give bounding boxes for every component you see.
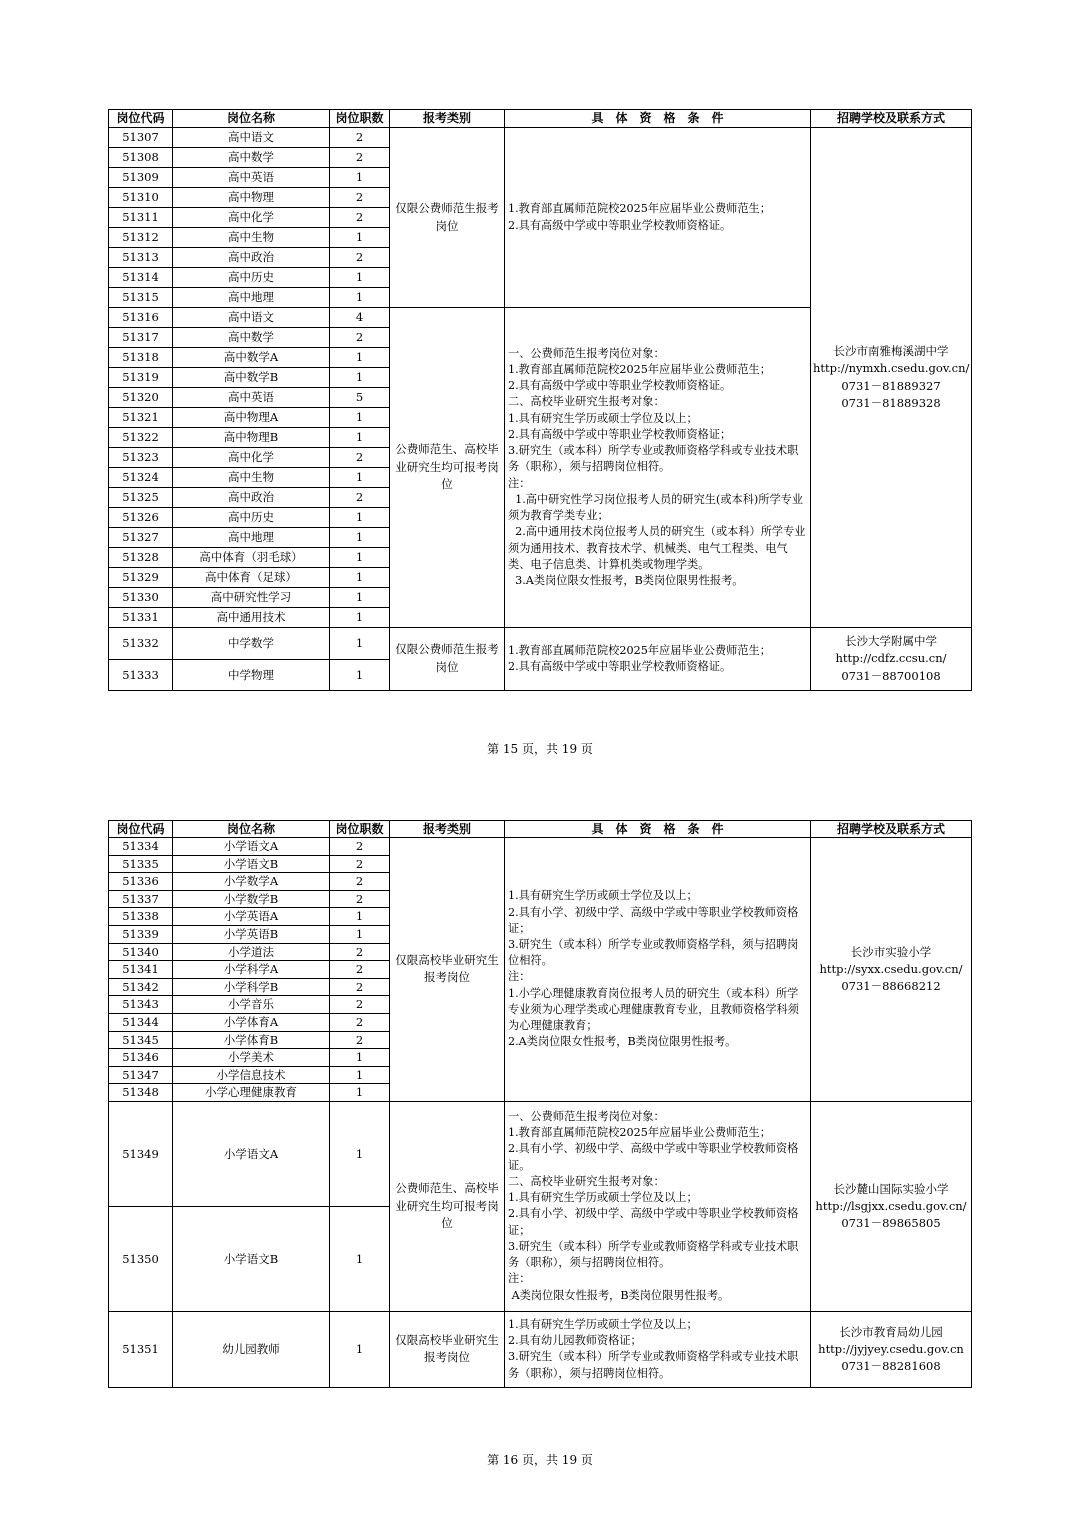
position-count: 2 — [330, 488, 390, 508]
table-row — [109, 1101, 972, 1206]
position-name: 高中地理 — [173, 288, 330, 308]
position-count: 2 — [330, 448, 390, 468]
table-row — [109, 628, 972, 660]
column-header: 岗位代码 — [109, 821, 173, 838]
column-header: 招聘学校及联系方式 — [811, 821, 972, 838]
position-count: 1 — [330, 548, 390, 568]
qualification-conditions: 一、公费师范生报考岗位对象： 1.教育部直属师范院校2025年应届毕业公费师范生； 2.具有小学、初级中学、高级中学或中等职业学校教师资格证。 二、高校毕业研究生报考对象： 1.具有研究生学历或硕士学位及以上； 2.具有小学、初级中学、高级中学或中等职业学校教师资格证； 3.研究生（或本科）所学专业或教师资格学科或专业技术职务（职称），须与招聘岗位相符。 注： A类岗位限女性报考，B类岗位限男性报考。 — [505, 1101, 811, 1311]
column-header: 具 体 资 格 条 件 — [505, 110, 811, 128]
position-count: 1 — [330, 608, 390, 628]
position-name: 高中物理 — [173, 188, 330, 208]
position-count: 1 — [330, 1066, 390, 1084]
position-code: 51338 — [109, 908, 173, 926]
position-count: 2 — [330, 855, 390, 873]
position-count: 2 — [330, 943, 390, 961]
position-code: 51343 — [109, 996, 173, 1014]
position-code: 51309 — [109, 168, 173, 188]
qualification-conditions: 1.教育部直属师范院校2025年应届毕业公费师范生； 2.具有高级中学或中等职业学校教师资格证。 — [505, 628, 811, 691]
position-name: 高中政治 — [173, 488, 330, 508]
position-name: 小学语文B — [173, 855, 330, 873]
school-contact: 长沙市实验小学 http://syxx.csedu.gov.cn/ 0731－88668212 — [811, 838, 972, 1102]
column-header: 招聘学校及联系方式 — [811, 110, 972, 128]
position-count: 2 — [330, 838, 390, 856]
position-code: 51348 — [109, 1084, 173, 1102]
application-category: 仅限公费师范生报考岗位 — [390, 628, 505, 691]
position-count: 1 — [330, 348, 390, 368]
position-code: 51342 — [109, 978, 173, 996]
position-code: 51344 — [109, 1013, 173, 1031]
position-count: 1 — [330, 468, 390, 488]
position-code: 51334 — [109, 838, 173, 856]
position-code: 51307 — [109, 128, 173, 148]
position-name: 小学道法 — [173, 943, 330, 961]
position-name: 高中体育（羽毛球） — [173, 548, 330, 568]
position-count: 1 — [330, 660, 390, 691]
column-header: 岗位职数 — [330, 110, 390, 128]
position-code: 51319 — [109, 368, 173, 388]
position-code: 51349 — [109, 1101, 173, 1206]
position-name: 高中历史 — [173, 508, 330, 528]
position-count: 1 — [330, 508, 390, 528]
column-header: 报考类别 — [390, 110, 505, 128]
position-code: 51308 — [109, 148, 173, 168]
position-count: 1 — [330, 568, 390, 588]
position-code: 51340 — [109, 943, 173, 961]
position-count: 1 — [330, 408, 390, 428]
position-count: 1 — [330, 1049, 390, 1067]
position-name: 高中历史 — [173, 268, 330, 288]
school-contact: 长沙大学附属中学 http://cdfz.ccsu.cn/ 0731－88700108 — [811, 628, 972, 691]
position-code: 51316 — [109, 308, 173, 328]
position-count: 2 — [330, 1013, 390, 1031]
position-code: 51321 — [109, 408, 173, 428]
position-name: 高中通用技术 — [173, 608, 330, 628]
position-name: 高中数学 — [173, 148, 330, 168]
position-code: 51317 — [109, 328, 173, 348]
position-code: 51339 — [109, 925, 173, 943]
position-count: 1 — [330, 428, 390, 448]
position-code: 51335 — [109, 855, 173, 873]
position-name: 高中数学A — [173, 348, 330, 368]
position-code: 51325 — [109, 488, 173, 508]
position-name: 小学英语B — [173, 925, 330, 943]
application-category: 公费师范生、高校毕业研究生均可报考岗位 — [390, 1101, 505, 1311]
position-count: 1 — [330, 1101, 390, 1206]
position-count: 1 — [330, 228, 390, 248]
table-row — [109, 128, 972, 148]
table-row — [109, 1311, 972, 1387]
position-code: 51337 — [109, 890, 173, 908]
position-count: 2 — [330, 128, 390, 148]
page-number: 第 16 页，共 19 页 — [487, 1453, 593, 1467]
position-count: 1 — [330, 908, 390, 926]
position-code: 51314 — [109, 268, 173, 288]
table-header-row — [109, 821, 972, 838]
position-code: 51313 — [109, 248, 173, 268]
position-name: 高中政治 — [173, 248, 330, 268]
position-code: 51310 — [109, 188, 173, 208]
school-contact: 长沙市南雅梅溪湖中学 http://nymxh.csedu.gov.cn/ 0731－81889327 0731－81889328 — [811, 128, 972, 628]
position-name: 高中化学 — [173, 448, 330, 468]
position-count: 2 — [330, 961, 390, 979]
position-code: 51323 — [109, 448, 173, 468]
position-name: 高中生物 — [173, 468, 330, 488]
position-name: 高中语文 — [173, 308, 330, 328]
position-name: 幼儿园教师 — [173, 1311, 330, 1387]
position-name: 高中英语 — [173, 388, 330, 408]
position-code: 51324 — [109, 468, 173, 488]
position-count: 2 — [330, 890, 390, 908]
position-name: 小学信息技术 — [173, 1066, 330, 1084]
position-count: 1 — [330, 1084, 390, 1102]
position-name: 小学科学B — [173, 978, 330, 996]
position-name: 小学语文A — [173, 1101, 330, 1206]
position-count: 1 — [330, 528, 390, 548]
application-category: 仅限公费师范生报考岗位 — [390, 128, 505, 308]
position-code: 51333 — [109, 660, 173, 691]
recruitment-table-page-15 — [108, 109, 972, 691]
position-name: 小学体育A — [173, 1013, 330, 1031]
position-name: 小学英语A — [173, 908, 330, 926]
position-name: 小学音乐 — [173, 996, 330, 1014]
position-name: 中学物理 — [173, 660, 330, 691]
position-code: 51312 — [109, 228, 173, 248]
position-code: 51336 — [109, 873, 173, 891]
position-code: 51320 — [109, 388, 173, 408]
position-count: 2 — [330, 208, 390, 228]
position-name: 高中化学 — [173, 208, 330, 228]
table-row — [109, 838, 972, 856]
position-name: 中学数学 — [173, 628, 330, 660]
qualification-conditions: 1.具有研究生学历或硕士学位及以上； 2.具有小学、初级中学、高级中学或中等职业学校教师资格证； 3.研究生（或本科）所学专业或教师资格学科，须与招聘岗位相符。 注： 1.小学心理健康教育岗位报考人员的研究生（或本科）所学专业须为心理学类或心理健康教育专业，且教师资格学科须为心理健康教育； 2.A类岗位限女性报考，B类岗位限男性报考。 — [505, 838, 811, 1102]
position-code: 51351 — [109, 1311, 173, 1387]
position-name: 高中语文 — [173, 128, 330, 148]
application-category: 仅限高校毕业研究生报考岗位 — [390, 838, 505, 1102]
column-header: 岗位名称 — [173, 110, 330, 128]
position-count: 4 — [330, 308, 390, 328]
position-name: 小学体育B — [173, 1031, 330, 1049]
position-name: 小学科学A — [173, 961, 330, 979]
position-count: 5 — [330, 388, 390, 408]
position-code: 51332 — [109, 628, 173, 660]
position-count: 1 — [330, 628, 390, 660]
position-name: 小学美术 — [173, 1049, 330, 1067]
position-name: 小学语文A — [173, 838, 330, 856]
application-category: 公费师范生、高校毕业研究生均可报考岗位 — [390, 308, 505, 628]
column-header: 具 体 资 格 条 件 — [505, 821, 811, 838]
position-count: 1 — [330, 288, 390, 308]
position-count: 1 — [330, 588, 390, 608]
position-name: 高中数学 — [173, 328, 330, 348]
position-name: 小学语文B — [173, 1206, 330, 1311]
position-code: 51311 — [109, 208, 173, 228]
position-count: 1 — [330, 1206, 390, 1311]
position-name: 小学数学A — [173, 873, 330, 891]
position-name: 高中数学B — [173, 368, 330, 388]
position-code: 51315 — [109, 288, 173, 308]
position-count: 2 — [330, 996, 390, 1014]
qualification-conditions: 1.教育部直属师范院校2025年应届毕业公费师范生； 2.具有高级中学或中等职业学校教师资格证。 — [505, 128, 811, 308]
position-count: 1 — [330, 925, 390, 943]
position-code: 51346 — [109, 1049, 173, 1067]
position-name: 高中体育（足球） — [173, 568, 330, 588]
position-code: 51350 — [109, 1206, 173, 1311]
column-header: 岗位代码 — [109, 110, 173, 128]
position-count: 1 — [330, 368, 390, 388]
position-code: 51347 — [109, 1066, 173, 1084]
position-count: 2 — [330, 328, 390, 348]
position-count: 1 — [330, 1311, 390, 1387]
position-count: 2 — [330, 248, 390, 268]
position-count: 2 — [330, 1031, 390, 1049]
position-count: 1 — [330, 268, 390, 288]
position-name: 高中物理B — [173, 428, 330, 448]
position-code: 51328 — [109, 548, 173, 568]
position-name: 高中生物 — [173, 228, 330, 248]
position-count: 2 — [330, 148, 390, 168]
position-count: 1 — [330, 168, 390, 188]
position-name: 小学心理健康教育 — [173, 1084, 330, 1102]
table-header-row — [109, 110, 972, 128]
position-name: 小学数学B — [173, 890, 330, 908]
position-code: 51331 — [109, 608, 173, 628]
position-code: 51327 — [109, 528, 173, 548]
page-number: 第 15 页，共 19 页 — [487, 742, 593, 756]
column-header: 报考类别 — [390, 821, 505, 838]
school-contact: 长沙市教育局幼儿园 http://jyjyey.csedu.gov.cn 0731－88281608 — [811, 1311, 972, 1387]
position-count: 2 — [330, 978, 390, 996]
column-header: 岗位名称 — [173, 821, 330, 838]
position-code: 51318 — [109, 348, 173, 368]
position-name: 高中英语 — [173, 168, 330, 188]
qualification-conditions: 一、公费师范生报考岗位对象： 1.教育部直属师范院校2025年应届毕业公费师范生； 2.具有高级中学或中等职业学校教师资格证。 二、高校毕业研究生报考对象： 1.具有研究生学历或硕士学位及以上； 2.具有高级中学或中等职业学校教师资格证； 3.研究生（或本科）所学专业或教师资格学科或专业技术职务（职称），须与招聘岗位相符。 注： 1.高中研究性学习岗位报考人员的研究生(或本科)所学专业须为教育学类专业； 2.高中通用技术岗位报考人员的研究生（或本科）所学专业须为通用技术、教育技术学、机械类、电气工程类、电气类、电子信息类、计算机类或物理学类。 3.A类岗位限女性报考，B类岗位限男性报考。 — [505, 308, 811, 628]
school-contact: 长沙麓山国际实验小学 http://lsgjxx.csedu.gov.cn/ 0731－89865805 — [811, 1101, 972, 1311]
position-name: 高中物理A — [173, 408, 330, 428]
position-code: 51326 — [109, 508, 173, 528]
position-code: 51330 — [109, 588, 173, 608]
column-header: 岗位职数 — [330, 821, 390, 838]
position-code: 51329 — [109, 568, 173, 588]
position-count: 2 — [330, 873, 390, 891]
position-count: 2 — [330, 188, 390, 208]
qualification-conditions: 1.具有研究生学历或硕士学位及以上； 2.具有幼儿园教师资格证； 3.研究生（或本科）所学专业或教师资格学科或专业技术职务（职称），须与招聘岗位相符。 — [505, 1311, 811, 1387]
application-category: 仅限高校毕业研究生报考岗位 — [390, 1311, 505, 1387]
position-code: 51341 — [109, 961, 173, 979]
position-code: 51322 — [109, 428, 173, 448]
recruitment-table-page-16 — [108, 820, 972, 1388]
position-name: 高中研究性学习 — [173, 588, 330, 608]
position-name: 高中地理 — [173, 528, 330, 548]
position-code: 51345 — [109, 1031, 173, 1049]
